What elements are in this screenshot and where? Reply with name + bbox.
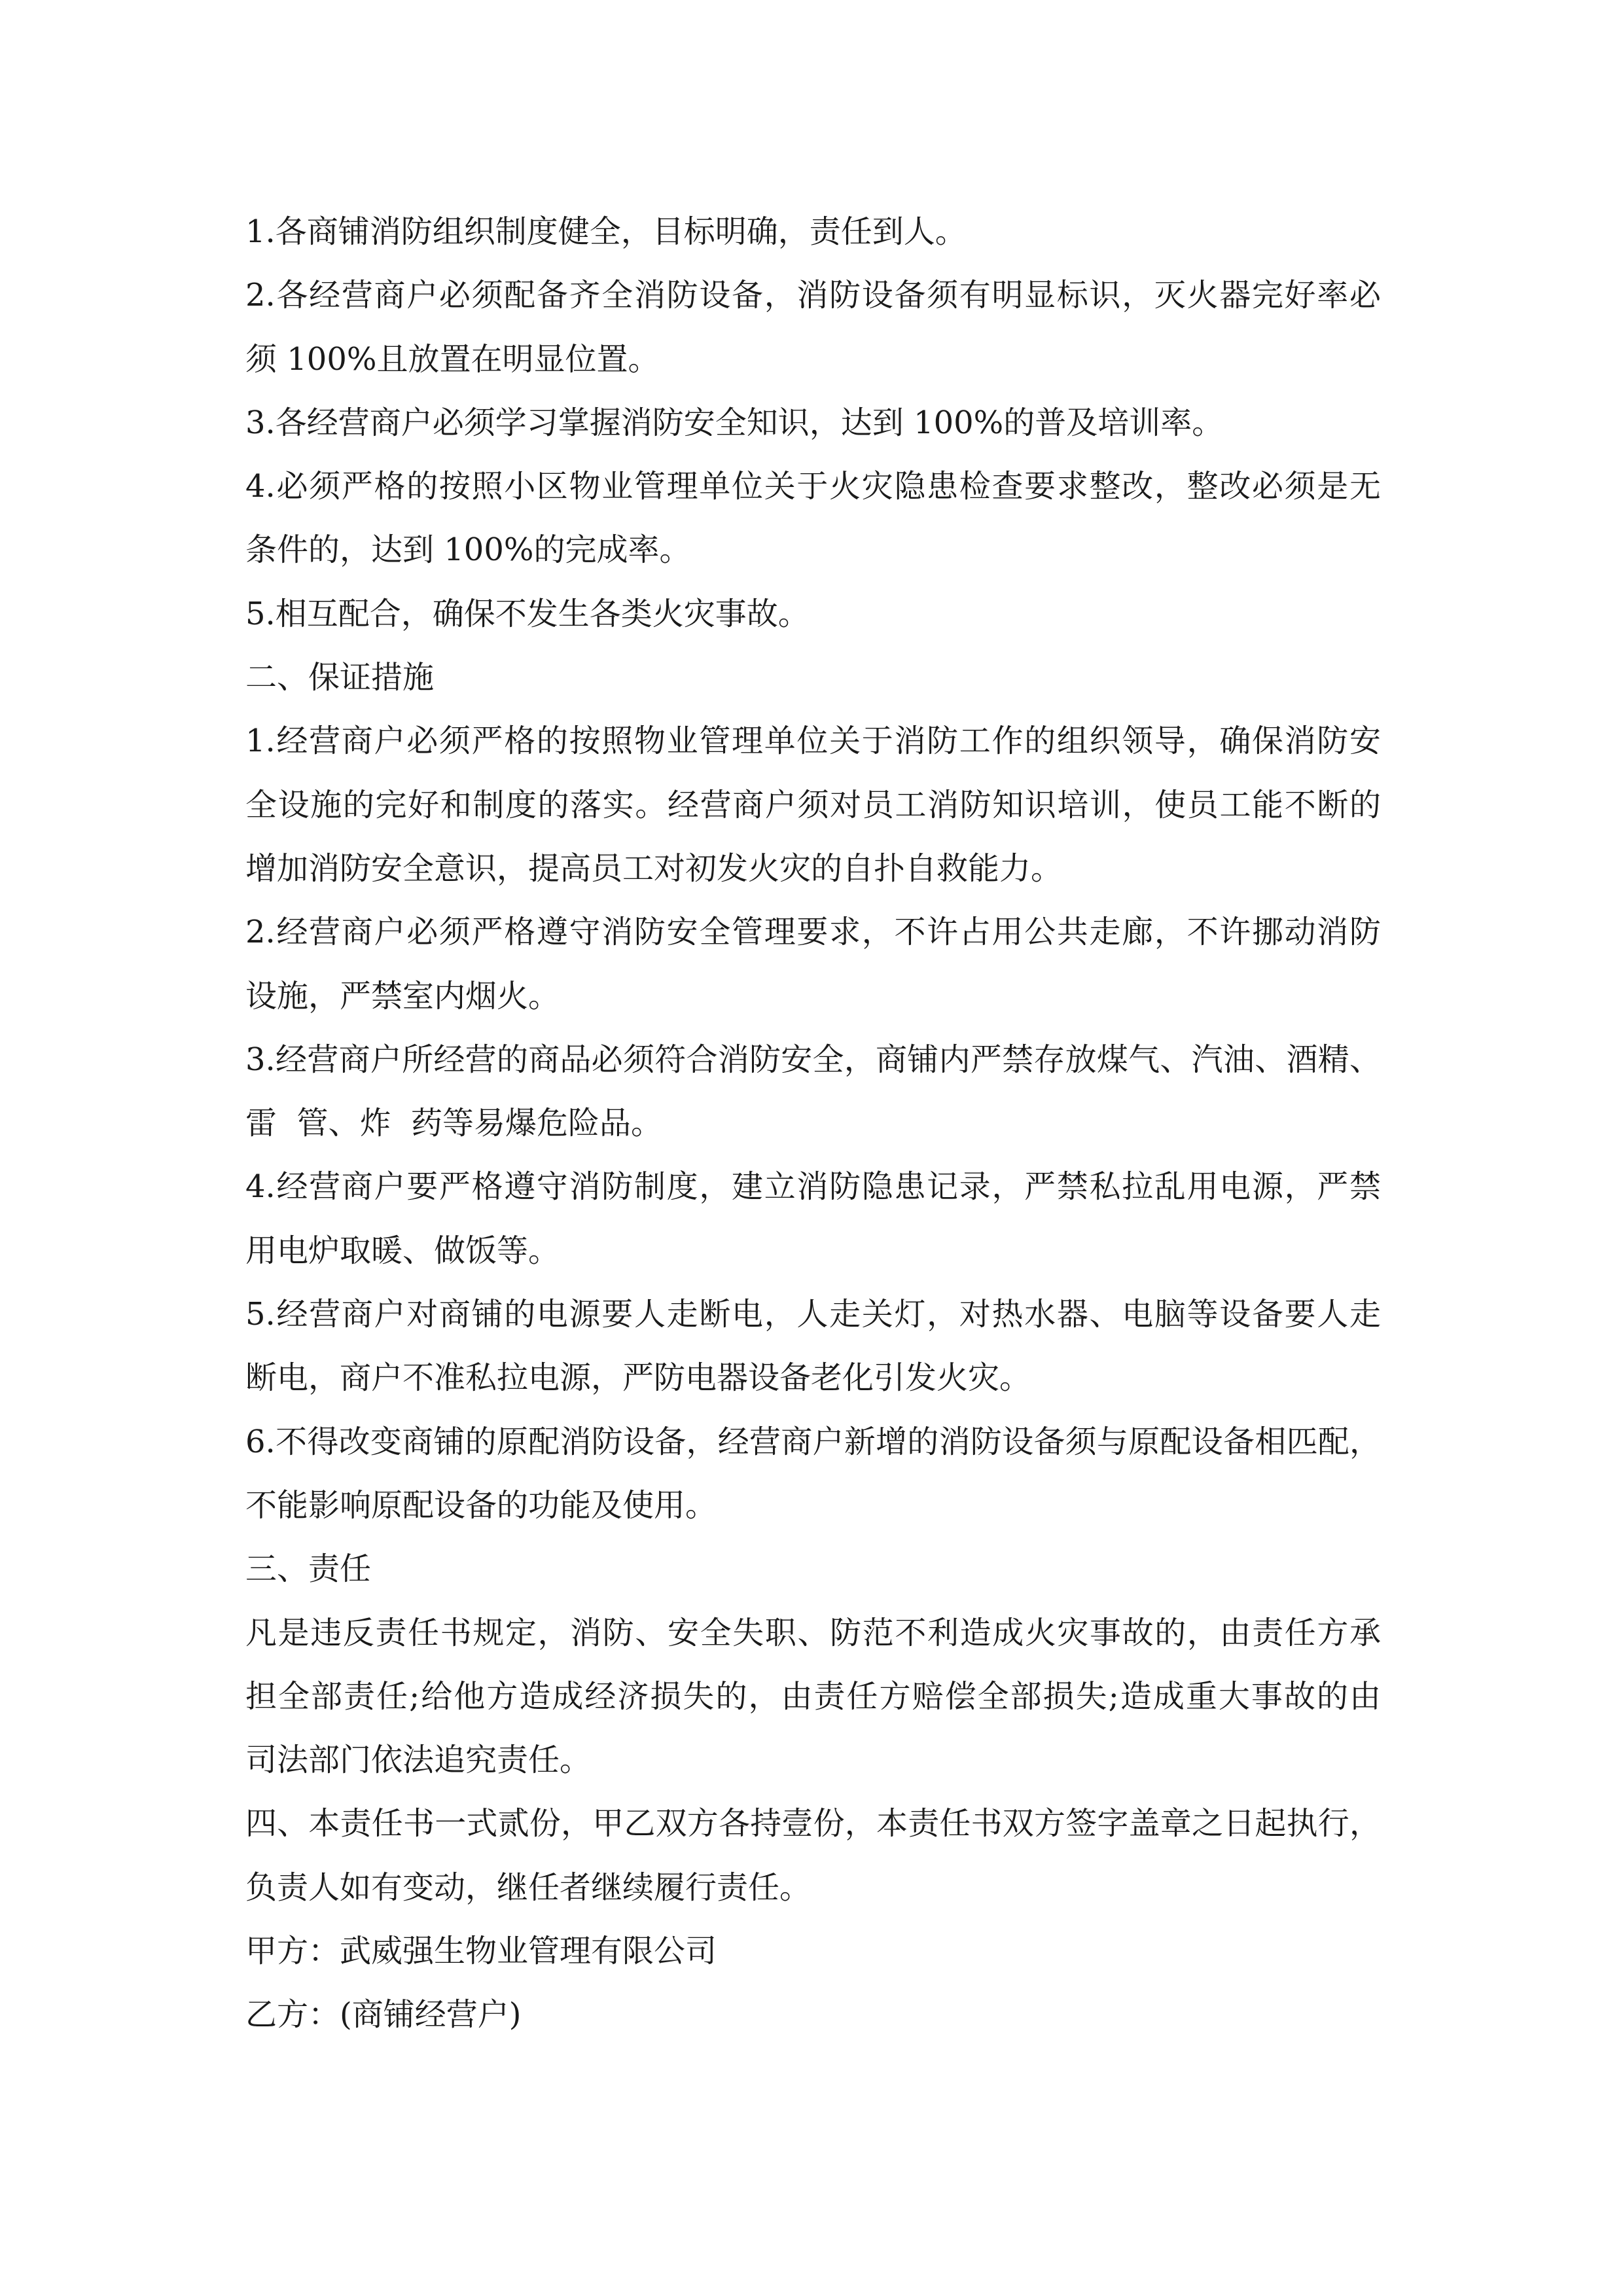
party-b-line: 乙方：(商铺经营户): [245, 1996, 522, 2034]
paragraph-line: 6.不得改变商铺的原配消防设备，经营商户新增的消防设备须与原配设备相匹配，: [245, 1423, 1381, 1460]
paragraph-line: 断电，商户不准私拉电源，严防电器设备老化引发火灾。: [245, 1359, 1031, 1397]
paragraph-line: 4.经营商户要严格遵守消防制度，建立消防隐患记录，严禁私拉乱用电源，严禁: [245, 1168, 1381, 1206]
paragraph-line: 1.经营商户必须严格的按照物业管理单位关于消防工作的组织领导，确保消防安: [245, 723, 1381, 760]
paragraph-line: 担全部责任;给他方造成经济损失的，由责任方赔偿全部损失;造成重大事故的由: [245, 1677, 1381, 1715]
section-heading: 二、保证措施: [245, 659, 435, 696]
paragraph-line: 用电炉取暖、做饭等。: [245, 1232, 560, 1269]
paragraph-line: 增加消防安全意识，提高员工对初发火灾的自扑自救能力。: [245, 850, 1063, 887]
paragraph-line: 负责人如有变动，继任者继续履行责任。: [245, 1869, 812, 1906]
paragraph-line: 设施，严禁室内烟火。: [245, 977, 560, 1014]
paragraph-line: 5.相互配合，确保不发生各类火灾事故。: [245, 595, 810, 632]
paragraph-line: 司法部门依法追究责任。: [245, 1742, 592, 1779]
paragraph-line: 雷 管、炸 药等易爆危险品。: [245, 1105, 663, 1142]
party-a-line: 甲方：武威强生物业管理有限公司: [245, 1933, 717, 1970]
paragraph-line: 4.必须严格的按照小区物业管理单位关于火灾隐患检查要求整改，整改必须是无: [245, 468, 1381, 505]
paragraph-line: 凡是违反责任书规定，消防、安全失职、防范不利造成火灾事故的，由责任方承: [245, 1614, 1381, 1651]
paragraph-line: 5.经营商户对商铺的电源要人走断电，人走关灯，对热水器、电脑等设备要人走: [245, 1296, 1381, 1333]
paragraph-line: 3.经营商户所经营的商品必须符合消防安全，商铺内严禁存放煤气、汽油、酒精、: [245, 1041, 1381, 1078]
paragraph-line: 2.各经营商户必须配备齐全消防设备，消防设备须有明显标识，灭火器完好率必: [245, 277, 1381, 314]
section-heading: 三、责任: [245, 1551, 372, 1588]
paragraph-line: 条件的，达到 100%的完成率。: [245, 531, 691, 569]
paragraph-line: 须 100%且放置在明显位置。: [245, 340, 660, 378]
document-body: [245, 200, 1381, 2047]
paragraph-line: 2.经营商户必须严格遵守消防安全管理要求，不许占用公共走廊，不许挪动消防: [245, 914, 1381, 951]
paragraph-line: 1.各商铺消防组织制度健全，目标明确，责任到人。: [245, 213, 967, 250]
paragraph-line: 四、本责任书一式贰份，甲乙双方各持壹份，本责任书双方签字盖章之日起执行，: [245, 1805, 1381, 1842]
paragraph-line: 全设施的完好和制度的落实。经营商户须对员工消防知识培训，使员工能不断的: [245, 786, 1381, 823]
paragraph-line: 不能影响原配设备的功能及使用。: [245, 1486, 717, 1524]
paragraph-line: 3.各经营商户必须学习掌握消防安全知识，达到 100%的普及培训率。: [245, 404, 1224, 441]
